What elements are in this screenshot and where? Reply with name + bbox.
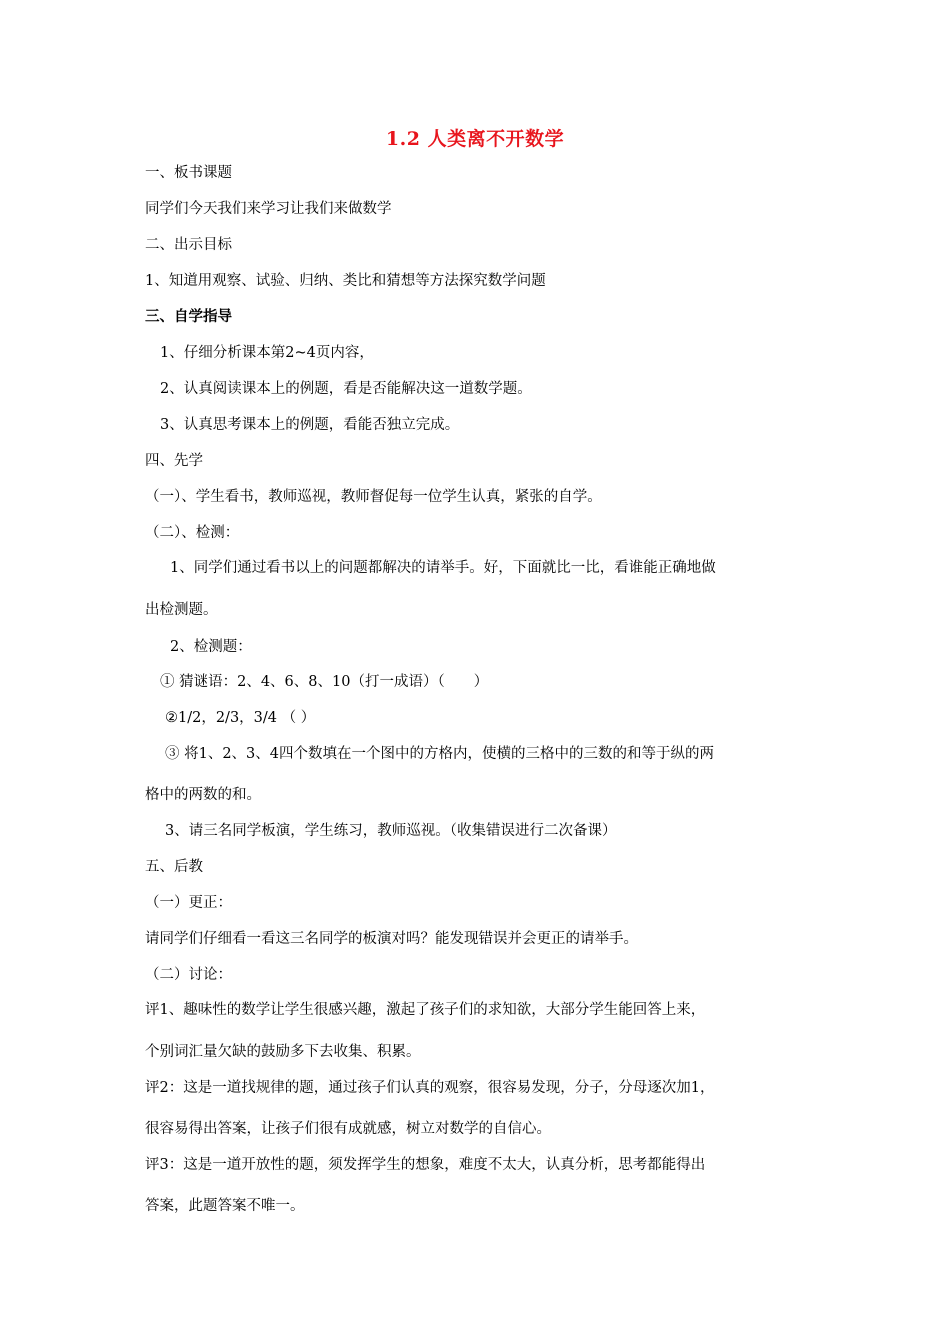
list-item: 2、认真阅读课本上的例题，看是否能解决这一道数学题。 bbox=[160, 381, 532, 397]
paragraph: 请同学们仔细看一看这三名同学的板演对吗？能发现错误并会更正的请举手。 bbox=[145, 931, 638, 947]
paragraph: （二）、检测： bbox=[145, 525, 240, 541]
section-heading-3: 三、自学指导 bbox=[145, 308, 232, 325]
list-item: 2、检测题： bbox=[170, 639, 252, 655]
document-title: 1.2 人类离不开数学 bbox=[385, 128, 565, 150]
paragraph: 评2：这是一道找规律的题，通过孩子们认真的观察，很容易发现，分子，分母逐次加1， bbox=[145, 1080, 715, 1096]
list-item: ②1/2，2/3，3/4 （ ） bbox=[165, 710, 316, 726]
list-item: 1、仔细分析课本第2~4页内容， bbox=[160, 345, 374, 361]
paragraph: 评3：这是一道开放性的题，须发挥学生的想象，难度不太大，认真分析，思考都能得出 bbox=[145, 1157, 706, 1173]
paragraph: 1、同学们通过看书以上的问题都解决的请举手。好，下面就比一比，看谁能正确地做 bbox=[170, 560, 716, 576]
list-item: ③ 将1、2、3、4四个数填在一个图中的方格内，使横的三格中的三数的和等于纵的两 bbox=[165, 746, 715, 762]
list-item: ① 猜谜语：2、4、6、8、10（打一成语）（ ） bbox=[160, 674, 489, 690]
section-heading-1: 一、板书课题 bbox=[145, 165, 232, 181]
paragraph: 格中的两数的和。 bbox=[145, 787, 261, 803]
list-item: 3、认真思考课本上的例题，看能否独立完成。 bbox=[160, 417, 460, 433]
paragraph: 个别词汇量欠缺的鼓励多下去收集、积累。 bbox=[145, 1044, 421, 1060]
section-heading-4: 四、先学 bbox=[145, 453, 203, 469]
list-item: 3、请三名同学板演，学生练习，教师巡视。（收集错误进行二次备课） bbox=[165, 823, 617, 839]
paragraph: （二）讨论： bbox=[145, 967, 232, 983]
paragraph: 出检测题。 bbox=[145, 602, 218, 618]
paragraph: （一）、学生看书，教师巡视，教师督促每一位学生认真，紧张的自学。 bbox=[145, 489, 602, 505]
paragraph: 同学们今天我们来学习让我们来做数学 bbox=[145, 201, 392, 217]
section-heading-2: 二、出示目标 bbox=[145, 237, 232, 253]
paragraph: 很容易得出答案，让孩子们很有成就感，树立对数学的自信心。 bbox=[145, 1121, 551, 1137]
paragraph: 评1、趣味性的数学让学生很感兴趣，激起了孩子们的求知欲，大部分学生能回答上来， bbox=[145, 1002, 706, 1018]
paragraph: （一）更正： bbox=[145, 895, 232, 911]
paragraph: 答案，此题答案不唯一。 bbox=[145, 1198, 305, 1214]
section-heading-5: 五、后教 bbox=[145, 859, 203, 875]
paragraph: 1、知道用观察、试验、归纳、类比和猜想等方法探究数学问题 bbox=[145, 273, 546, 289]
